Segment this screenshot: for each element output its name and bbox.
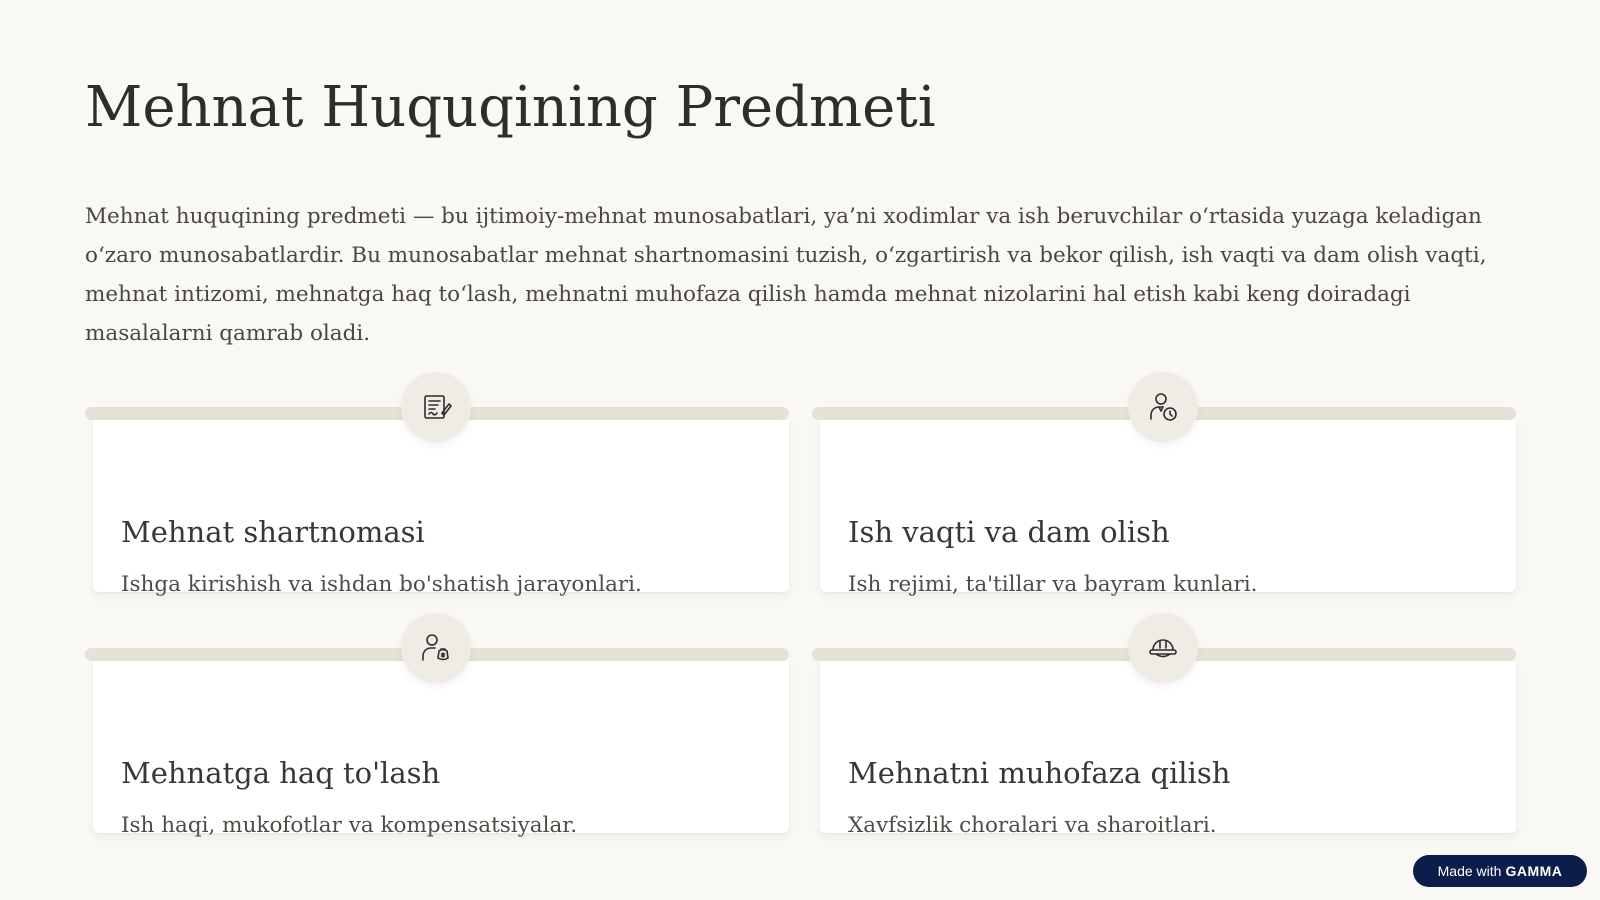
card-description: Xavfsizlik choralari va sharoitlari. [848, 813, 1217, 838]
topic-card-working-time [812, 372, 1516, 597]
card-icon-badge [401, 372, 471, 442]
card-description: Ish rejimi, ta'tillar va bayram kunlari. [848, 572, 1258, 597]
card-title: Ish vaqti va dam olish [848, 515, 1170, 549]
card-title: Mehnatni muhofaza qilish [848, 756, 1231, 790]
card-body [93, 420, 789, 597]
gamma-logo: GAMMA [1505, 863, 1563, 879]
topic-grid [85, 372, 1517, 842]
badge-prefix: Made with [1437, 863, 1502, 879]
intro-paragraph: Mehnat huquqining predmeti — bu ijtimoiy-mehnat munosabatlari, ya’ni xodimlar va ish beruvchilar o‘rtasida yuzaga keladigan o‘zaro munosabatlardir. Bu munosabatlar mehnat shartnomasini tuzish, o‘zgartirish va bekor qilish, ish vaqti va dam olish vaqti, mehnat intizomi, mehnatga haq to‘lash, mehnatni muhofaza qilish hamda mehnat nizolarini hal etish kabi keng doiradagi masalalarni qamrab oladi. [85, 204, 1487, 346]
card-title: Mehnatga haq to'lash [121, 756, 441, 790]
page-title: Mehnat Huquqining Predmeti [85, 75, 936, 140]
card-description: Ish haqi, mukofotlar va kompensatsiyalar. [121, 813, 578, 838]
made-with-gamma-badge[interactable] [1413, 855, 1587, 887]
card-body [93, 661, 789, 838]
card-icon-badge [1128, 372, 1198, 442]
card-body [820, 661, 1516, 838]
contract-signing-icon [420, 391, 452, 423]
card-icon-badge [401, 613, 471, 683]
topic-card-contract [85, 372, 789, 597]
topic-card-salary [85, 613, 789, 838]
card-icon-badge [1128, 613, 1198, 683]
card-description: Ishga kirishish va ishdan bo'shatish jarayonlari. [121, 572, 642, 597]
hard-hat-icon [1147, 632, 1179, 664]
topic-card-labour-protection [812, 613, 1516, 838]
worker-clock-icon [1147, 391, 1179, 423]
card-title: Mehnat shartnomasi [121, 515, 425, 549]
card-body [820, 420, 1516, 597]
worker-salary-icon [420, 632, 452, 664]
